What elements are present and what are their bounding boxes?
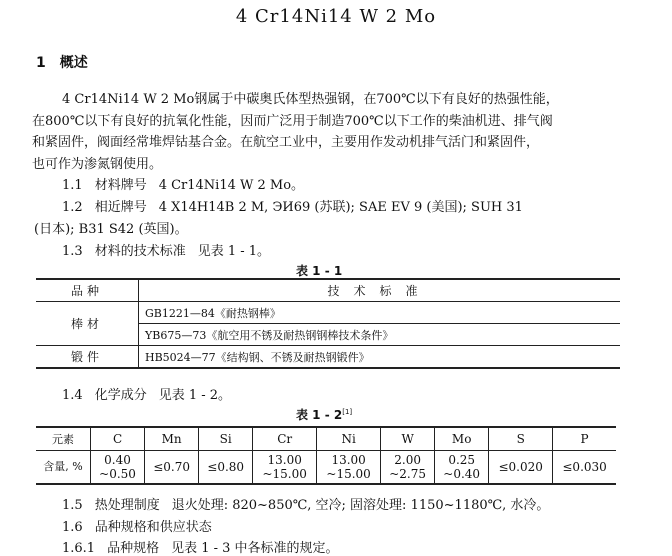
element-cell: Si: [199, 427, 253, 451]
document-title: 4 Cr14Ni14 W 2 Mo: [235, 6, 437, 27]
section-title: 概述: [59, 55, 88, 71]
item-number: 1.1: [62, 178, 83, 193]
item-value: 见表 1 - 2。: [158, 388, 232, 403]
table1-caption: 表 1 - 1: [296, 264, 343, 278]
item-value: 4 Cr14Ni14 W 2 Mo。: [158, 178, 305, 193]
item-label: 热处理制度: [94, 498, 160, 513]
header-kind: 品种: [36, 279, 139, 302]
table-1-2: [36, 426, 616, 485]
item-label: 材料的技术标准: [94, 244, 186, 259]
section-number: 1: [36, 55, 46, 71]
content-line: 0.25: [448, 453, 476, 467]
element-row: [36, 427, 616, 451]
content-line: 0.40: [104, 453, 131, 467]
content-row: [36, 451, 616, 485]
content-line: ~15.00: [326, 467, 371, 481]
content-cell: [253, 451, 317, 485]
content-line: ~15.00: [262, 467, 307, 481]
table2-reference: [1]: [342, 408, 353, 416]
item-material-grade: [62, 174, 304, 193]
content-line: ~0.40: [443, 467, 481, 481]
cell-kind: 棒材: [36, 302, 139, 346]
row-label: 含量, %: [36, 451, 91, 485]
item-value: 见表 1 - 1。: [197, 244, 271, 259]
table-row: [36, 302, 620, 324]
item-value: 4 X14H14B 2 M, ЭИ69 (苏联); SAE EV 9 (美国); SUH 31: [158, 200, 523, 215]
item-label: 品种规格: [107, 541, 160, 556]
cell-standard: YB675—73《航空用不锈及耐热钢钢棒技术条件》: [139, 324, 621, 346]
element-cell: P: [553, 427, 616, 451]
item-specifications: [62, 516, 212, 535]
item-similar-grades: [62, 196, 523, 215]
item-tech-standard: [62, 240, 270, 259]
element-cell: Mn: [145, 427, 199, 451]
overview-paragraph: [32, 89, 592, 175]
table-row: [36, 346, 620, 369]
content-cell: [435, 451, 489, 485]
paragraph-line: 也可作为渗氮钢使用。: [32, 156, 163, 172]
table-1-1: [36, 278, 620, 369]
cell-standard: HB5024—77《结构钢、不锈及耐热钢锻件》: [139, 346, 621, 369]
content-line: ~2.75: [389, 467, 427, 481]
table2-caption-text: 表 1 - 2: [296, 408, 343, 422]
item-label: 品种规格和供应状态: [94, 520, 212, 535]
content-line: ~0.50: [99, 467, 136, 481]
item-similar-grades-cont: (日本); B31 S42 (英国)。: [34, 222, 188, 237]
item-heat-treatment: [62, 494, 549, 513]
item-number: 1.6.1: [62, 541, 96, 556]
element-cell: W: [381, 427, 435, 451]
element-cell: Ni: [317, 427, 381, 451]
element-cell: Mo: [435, 427, 489, 451]
item-number: 1.4: [62, 388, 83, 403]
content-cell: ≤0.030: [553, 451, 616, 485]
paragraph-line: 在800℃以下有良好的抗氧化性能，因而广泛用于制造700℃以下工作的柴油机进、排气阀: [32, 113, 553, 129]
table2-caption: [296, 406, 352, 423]
item-product-specs: [62, 537, 339, 556]
item-chemical-composition: [62, 384, 231, 403]
content-cell: ≤0.80: [199, 451, 253, 485]
item-number: 1.5: [62, 498, 83, 513]
content-line: 2.00: [394, 453, 421, 467]
table-header-row: [36, 279, 620, 302]
item-label: 相近牌号: [94, 200, 147, 215]
item-label: 材料牌号: [94, 178, 147, 193]
item-number: 1.2: [62, 200, 83, 215]
item-value: 见表 1 - 3 中各标准的规定。: [171, 541, 339, 556]
content-cell: ≤0.70: [145, 451, 199, 485]
content-cell: [317, 451, 381, 485]
element-cell: S: [489, 427, 553, 451]
content-cell: ≤0.020: [489, 451, 553, 485]
content-cell: [381, 451, 435, 485]
content-cell: [91, 451, 145, 485]
item-number: 1.6: [62, 520, 83, 535]
header-standard: 技术标准: [139, 279, 621, 302]
element-cell: Cr: [253, 427, 317, 451]
paragraph-line: 和紧固件，阀面经常堆焊钴基合金。在航空工业中，主要用作发动机排气活门和紧固件，: [32, 135, 540, 150]
element-cell: C: [91, 427, 145, 451]
item-number: 1.3: [62, 244, 83, 259]
item-label: 化学成分: [94, 388, 147, 403]
paragraph-line: 4 Cr14Ni14 W 2 Mo钢属于中碳奥氏体型热强钢，在700℃以下有良好的热强性能，: [62, 92, 559, 107]
item-value: 退火处理: 820~850℃, 空冷; 固溶处理: 1150~1180℃, 水冷。: [171, 498, 550, 513]
content-line: 13.00: [331, 453, 366, 467]
cell-standard: GB1221—84《耐热钢棒》: [139, 302, 621, 324]
content-line: 13.00: [267, 453, 302, 467]
cell-kind: 锻件: [36, 346, 139, 369]
section-heading: [36, 52, 88, 72]
row-label: 元素: [36, 427, 91, 451]
